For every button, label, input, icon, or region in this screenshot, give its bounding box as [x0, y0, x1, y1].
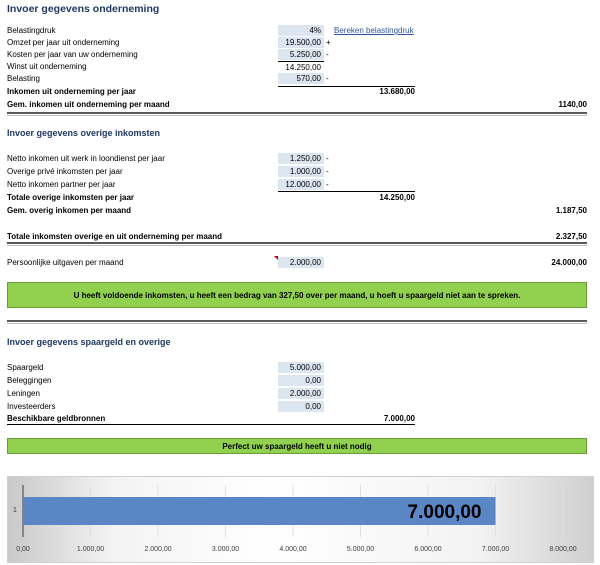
section-business-title: Invoer gegevens onderneming [7, 3, 160, 15]
label-kosten: Kosten per jaar van uw onderneming [7, 50, 138, 59]
input-beleggingen[interactable]: 0,00 [278, 375, 324, 386]
input-leningen[interactable]: 2.000,00 [278, 388, 324, 399]
operator-plus: + [326, 38, 331, 47]
operator-minus: - [326, 154, 329, 163]
operator-minus: - [326, 180, 329, 189]
chart-x-tick-label: 4.000,00 [279, 546, 307, 553]
label-totale-overige: Totale overige inkomsten per jaar [7, 193, 135, 202]
total-rule [278, 191, 415, 192]
label-investeerders: Investeerders [7, 402, 56, 411]
operator-minus: - [326, 74, 329, 83]
value-beschikbare-geldbronnen: 7.000,00 [383, 414, 415, 423]
bereken-belastingdruk-link[interactable]: Bereken belastingdruk [334, 26, 414, 35]
label-loondienst: Netto inkomen uit werk in loondienst per jaar [7, 154, 165, 163]
input-uitgaven[interactable]: 2.000,00 [278, 257, 324, 268]
value-inkomen-jaar: 13.680,00 [379, 87, 415, 96]
chart-x-tick-label: 5.000,00 [346, 546, 375, 553]
label-belastingdruk: Belastingdruk [7, 26, 56, 35]
input-kosten[interactable]: 5.250,00 [278, 49, 324, 60]
chart-x-tick-label: 3.000,00 [211, 546, 240, 553]
label-beleggingen: Beleggingen [7, 376, 52, 385]
comment-indicator-icon[interactable] [274, 256, 278, 260]
section-divider [7, 242, 587, 246]
chart-svg [8, 477, 593, 562]
label-partner: Netto inkomen partner per jaar [7, 180, 116, 189]
total-rule [7, 424, 415, 425]
value-gem-inkomen-onderneming: 1140,00 [558, 100, 587, 109]
savings-status-banner: Perfect uw spaargeld heeft u niet nodig [7, 438, 587, 454]
savings-bar-chart [7, 476, 594, 563]
operator-minus: - [326, 167, 329, 176]
label-gem-overig: Gem. overig inkomen per maand [7, 206, 132, 215]
value-winst: 14.250,00 [285, 63, 321, 72]
label-beschikbare-geldbronnen: Beschikbare geldbronnen [7, 414, 106, 423]
chart-data-label: 7.000,00 [407, 502, 482, 523]
label-uitgaven: Persoonlijke uitgaven per maand [7, 258, 124, 267]
section-divider [7, 112, 587, 116]
label-belasting: Belasting [7, 74, 40, 83]
section-savings-title: Invoer gegevens spaargeld en overige [7, 337, 171, 347]
income-status-banner: U heeft voldoende inkomsten, u heeft een bedrag van 327,50 over per maand, u hoeft u spaargeld niet aan te spreken. [7, 282, 587, 308]
chart-x-tick-label: 6.000,00 [414, 546, 442, 553]
input-prive-inkomsten[interactable]: 1.000,00 [278, 166, 324, 177]
chart-x-tick-label: 1.000,00 [76, 546, 105, 553]
label-omzet: Omzet per jaar uit onderneming [7, 38, 120, 47]
chart-x-tick-label: 8.000,00 [549, 546, 577, 553]
label-spaargeld: Spaargeld [7, 363, 44, 372]
input-loondienst[interactable]: 1.250,00 [278, 153, 324, 164]
chart-category-label: 1 [13, 507, 17, 514]
input-partner[interactable]: 12.000,00 [278, 179, 324, 190]
section-other-title: Invoer gegevens overige inkomsten [7, 128, 161, 138]
input-omzet[interactable]: 19.500,00 [278, 37, 324, 48]
label-winst: Winst uit onderneming [7, 62, 87, 71]
input-investeerders[interactable]: 0,00 [278, 401, 324, 412]
label-inkomen-jaar: Inkomen uit onderneming per jaar [7, 87, 136, 96]
label-leningen: Leningen [7, 389, 40, 398]
section-divider [7, 320, 587, 324]
label-prive-inkomsten: Overige privé inkomsten per jaar [7, 167, 123, 176]
operator-minus: - [326, 50, 329, 59]
input-spaargeld[interactable]: 5.000,00 [278, 362, 324, 373]
value-uitgaven-jaar: 24.000,00 [551, 258, 587, 267]
value-belasting: 570,00 [278, 73, 324, 84]
chart-x-tick-label: 0,00 [16, 546, 30, 553]
label-totale-inkomsten: Totale inkomsten overige en uit onderneming per maand [7, 232, 222, 241]
label-gem-inkomen-onderneming: Gem. inkomen uit onderneming per maand [7, 100, 170, 109]
value-totale-inkomsten: 2.327,50 [555, 232, 587, 241]
value-gem-overig: 1.187,50 [555, 206, 587, 215]
value-totale-overige: 14.250,00 [379, 193, 415, 202]
chart-x-tick-label: 2.000,00 [144, 546, 172, 553]
chart-x-tick-label: 7.000,00 [481, 546, 510, 553]
input-belastingdruk[interactable]: 4% [278, 25, 324, 36]
